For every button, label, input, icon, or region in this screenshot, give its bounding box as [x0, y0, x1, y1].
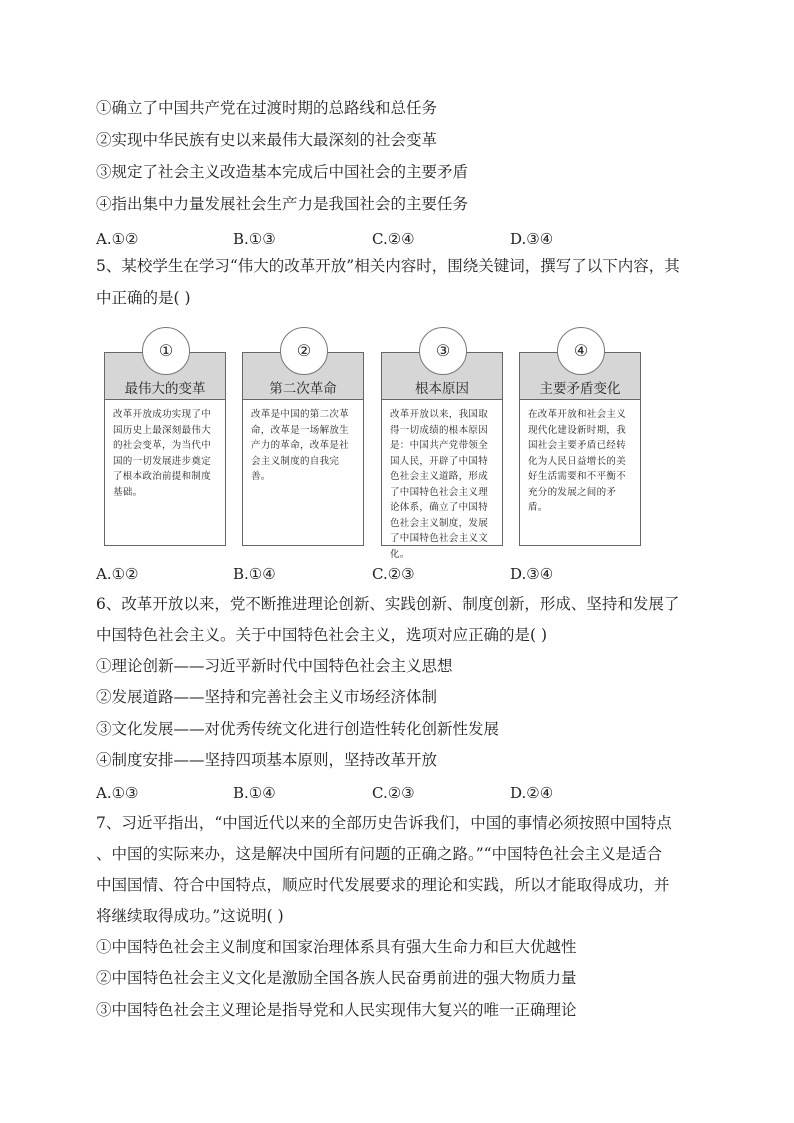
q6-statement-1: ①理论创新——习近平新时代中国特色社会主义思想 [96, 657, 453, 675]
q6-stem-line1: 6、改革开放以来，党不断推进理论创新、实践创新、制度创新，形成、坚持和发展了 [96, 595, 680, 613]
q6-statement-2: ②发展道路——坚持和完善社会主义市场经济体制 [96, 688, 438, 706]
q7-statement-3: ③中国特色社会主义理论是指导党和人民实现伟大复兴的唯一正确理论 [96, 1001, 577, 1019]
q4-option-a[interactable]: A.①② [96, 230, 139, 248]
card-title: 根本原因 [415, 381, 469, 397]
q6-statement-4: ④制度安排——坚持四项基本原则，坚持改革开放 [96, 751, 438, 769]
q7-statement-1: ①中国特色社会主义制度和国家治理体系具有强大生命力和巨大优越性 [96, 938, 577, 956]
q4-option-c[interactable]: C.②④ [372, 230, 415, 248]
q7-stem-line2: 、中国的实际来办，这是解决中国所有问题的正确之路。”“中国特色社会主义是适合 [96, 845, 663, 863]
card-number: ① [142, 327, 190, 375]
q5-option-c[interactable]: C.②③ [372, 565, 415, 583]
q6-statement-3: ③文化发展——对优秀传统文化进行创造性转化创新性发展 [96, 720, 500, 738]
q5-option-b[interactable]: B.①④ [233, 565, 276, 583]
card-body: 改革开放成功实现了中国历史上最深刻最伟大的社会变革，为当代中国的一切发展进步奠定了根本政治前提和制度基础。 [113, 409, 212, 498]
card-body: 改革开放以来，我国取得一切成绩的根本原因是：中国共产党带领全国人民，开辟了中国特色社会主义道路，形成了中国特色社会主义理论体系，确立了中国特色社会主义制度，发展了中国特色社会主义文化。 [390, 409, 489, 560]
q5-option-a[interactable]: A.①② [96, 565, 139, 583]
q6-option-b[interactable]: B.①④ [233, 784, 276, 802]
card-body: 改革是中国的第二次革命，改革是一场解放生产力的革命，改革是社会主义制度的自我完善。 [251, 409, 350, 482]
card-title: 最伟大的变革 [124, 381, 206, 397]
q6-option-a[interactable]: A.①③ [96, 784, 139, 802]
q5-card-1 [104, 341, 226, 546]
q7-stem-line4: 将继续取得成功。”这说明( ) [96, 907, 284, 925]
q4-statement-3: ③规定了社会主义改造基本完成后中国社会的主要矛盾 [96, 163, 469, 181]
q5-card-3 [381, 341, 503, 560]
q4-statement-4: ④指出集中力量发展社会生产力是我国社会的主要任务 [96, 195, 469, 213]
q7-stem-line3: 中国国情、符合中国特点，顺应时代发展要求的理论和实践，所以才能取得成功，并 [96, 876, 670, 894]
q7-stem-line1: 7、习近平指出，“中国近代以来的全部历史告诉我们，中国的事情必须按照中国特点 [96, 814, 672, 832]
q5-card-4 [519, 341, 641, 546]
q4-statement-2: ②实现中华民族有史以来最伟大最深刻的社会变革 [96, 131, 438, 149]
q4-statement-1: ①确立了中国共产党在过渡时期的总路线和总任务 [96, 99, 438, 117]
q6-option-c[interactable]: C.②③ [372, 784, 415, 802]
q6-stem-line2: 中国特色社会主义。关于中国特色社会主义，选项对应正确的是( ) [96, 626, 548, 644]
q5-card-2 [242, 341, 364, 546]
q5-option-d[interactable]: D.③④ [510, 565, 554, 583]
q6-option-d[interactable]: D.②④ [510, 784, 554, 802]
card-title: 主要矛盾变化 [539, 381, 621, 397]
q4-option-d[interactable]: D.③④ [510, 230, 554, 248]
q5-stem-line2: 中正确的是( ) [96, 289, 191, 307]
card-number: ② [280, 327, 328, 375]
card-body: 在改革开放和社会主义现代化建设新时期，我国社会主要矛盾已经转化为人民日益增长的美好生活需要和不平衡不充分的发展之间的矛盾。 [528, 409, 627, 513]
card-title: 第二次革命 [269, 381, 337, 397]
q4-option-b[interactable]: B.①③ [233, 230, 276, 248]
q5-stem-line1: 5、某校学生在学习“伟大的改革开放”相关内容时，围绕关键词，撰写了以下内容，其 [96, 257, 680, 275]
card-number: ④ [557, 327, 605, 375]
q7-statement-2: ②中国特色社会主义文化是激励全国各族人民奋勇前进的强大物质力量 [96, 969, 577, 987]
card-number: ③ [419, 327, 467, 375]
